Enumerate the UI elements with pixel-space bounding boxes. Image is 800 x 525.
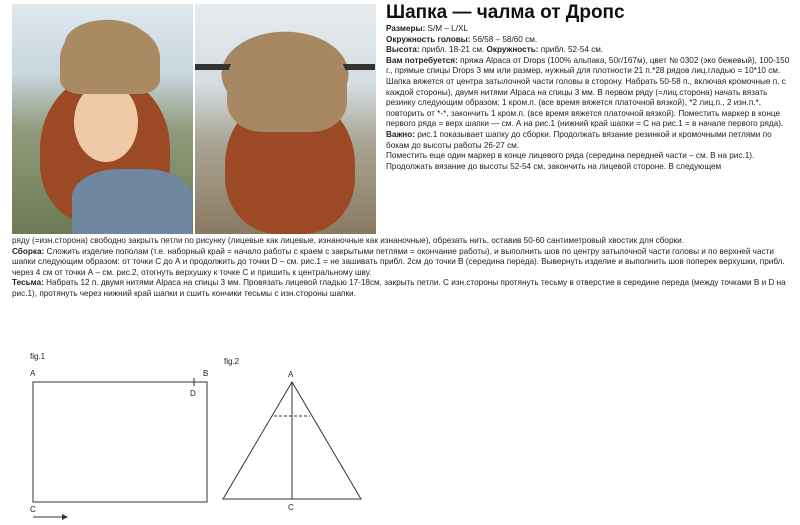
fig1-label: fig.1: [30, 352, 46, 361]
fig1-point-d: D: [190, 389, 196, 398]
spec-value: прибл. 52-54 см.: [538, 45, 604, 55]
fig1-rectangle: [33, 382, 207, 502]
page-title: Шапка — чалма от Дропс: [386, 2, 625, 23]
fig1-point-b: B: [203, 369, 209, 378]
spec-key: Высота:: [386, 45, 420, 55]
fig1-point-a: A: [30, 369, 36, 378]
fig1-point-c: C: [30, 505, 36, 514]
arrow-icon: [62, 514, 68, 520]
spec-key: Размеры:: [386, 24, 426, 33]
paragraph-2: Поместить еще один маркер в конце лицевого ряда (середина передней части – см. В на рис.1).: [386, 151, 755, 161]
spec-value: 56/58 – 58/60 см.: [470, 34, 538, 44]
paragraph-1: Шапка вяжется от центра затылочной части головы в сторону. Набрать 50-58 п., включая кромочные п. с каждой стороны), двумя нитями Alpaca на спицы 3 мм. В первом ряду (=лиц.сторона) начать вязать резинку следующим образом: 1 кром.п. (все время вяжется платочной вязкой), *2 лиц.п., 2 изн.п.*, повторить от *-*, закончить 1 кром.п. (все время вяжется платочной вязкой). Поместить маркер в конце первого ряда = верх шапки — см. А на рис.1 (нижний край шапки = С на рис.1 = в начале первого ряда).: [386, 76, 786, 129]
assembly-value: Сложить изделие пополам (т.е. наборный край = начало работы с краем с закрытыми петлями = окончание работы), и выполнить шов по центру затылочной части головы и по верхней части шапки следующим образом: от точки С до А и продолжить до точки D – см. рис.1 = не зашивать прибл. 2см до точки В (середина переда). Вывернуть изделие и выполнить шов поперек верхушки, прибл. через 4 см от точки А – см. рис.2, отогнуть верхушку к точке С и пришить к центральному шву.: [12, 246, 785, 277]
spec-key: Окружность головы:: [386, 34, 471, 44]
fig2-label: fig.2: [224, 357, 240, 366]
tape-key: Тесьма:: [12, 278, 44, 288]
spec-key: Окружность:: [486, 45, 539, 55]
paragraph-3-rest: ряду (=изн.сторона) свободно закрыть петли по рисунку (лицевые как лицевые, изнаночные как изнаночные), обрезать нить, оставив 50-60 сантиметровый хвостик для сборки.: [12, 236, 684, 245]
fig2-point-a: A: [288, 370, 294, 379]
fig2-point-c: C: [288, 503, 294, 512]
spec-value: S/M – L/XL: [425, 24, 468, 33]
tape-value: Набрать 12 п. двумя нитями Alpaca на спицы 3 мм. Провязать лицевой гладью 17-18см, закрыть петли. С изн.стороны протянуть тесьму в отверстие в середине переда (между точками В и D на рис.1), протянуть через нижний край шапки и сшить кончики тесьмы с изн.стороны шапки.: [12, 278, 786, 298]
assembly-key: Сборка:: [12, 246, 45, 256]
spec-value: пряжа Alpaca от Drops (100% альпака, 50г/167м), цвет № 0302 (эко бежевый), 100-150 г., прямые спицы Drops 3 мм или размер, нужный для плотности 21 п.*28 рядов лиц.гладью = 10*10 см.: [386, 55, 790, 76]
important-key: Важно:: [386, 129, 415, 139]
paragraph-3-start: Продолжать вязание до высоты 52-54 см, закончить на лицевой стороне. В следующем: [386, 161, 722, 171]
spec-value: прибл. 18-21 см.: [419, 45, 487, 55]
important-value: рис.1 показывает шапку до сборки. Продолжать вязание резинкой и кромочными петлями по бокам до высоты работы 26-27 см.: [386, 129, 772, 150]
spec-key: Вам потребуется:: [386, 55, 458, 65]
